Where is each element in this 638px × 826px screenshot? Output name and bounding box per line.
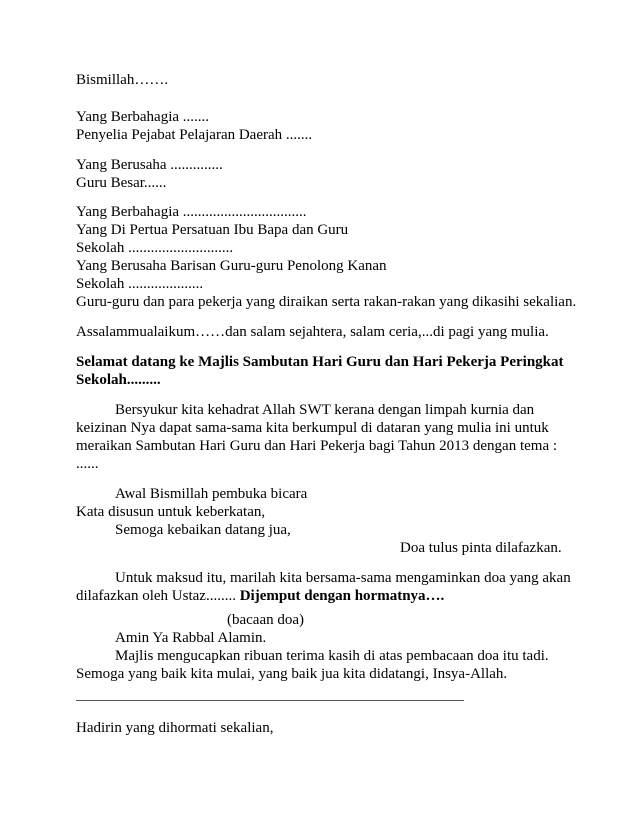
paragraph-line: ...... xyxy=(76,456,99,472)
paragraph-line: Bersyukur kita kehadrat Allah SWT kerana dengan limpah kurnia dan xyxy=(115,402,535,418)
salutation-line: Yang Berbahagia ................................. xyxy=(76,204,307,220)
invite-text: Dijemput dengan hormatnya…. xyxy=(239,588,445,604)
salutation-line: Guru Besar...... xyxy=(76,175,167,191)
welcome-heading: Selamat datang ke Majlis Sambutan Hari Guru dan Hari Pekerja Peringkat xyxy=(76,354,564,370)
salutation-line: Sekolah .................... xyxy=(76,276,204,292)
salutation-line: Yang Di Pertua Persatuan Ibu Bapa dan Guru xyxy=(76,222,349,238)
paragraph-line: meraikan Sambutan Hari Guru dan Hari Pekerja bagi Tahun 2013 dengan tema : xyxy=(76,438,558,454)
amin-line: Amin Ya Rabbal Alamin. xyxy=(115,630,267,646)
opening-line: Bismillah……. xyxy=(76,72,169,88)
salutation-line: Yang Berusaha .............. xyxy=(76,157,223,173)
poem-line: Doa tulus pinta dilafazkan. xyxy=(400,540,562,556)
salutation-line: Guru-guru dan para pekerja yang diraikan serta rakan-rakan yang dikasihi sekalian. xyxy=(76,294,577,310)
welcome-heading: Sekolah......... xyxy=(76,372,161,388)
poem-line: Awal Bismillah pembuka bicara xyxy=(115,486,308,502)
salutation-line: Sekolah ............................ xyxy=(76,240,234,256)
paragraph-line: Semoga yang baik kita mulai, yang baik jua kita didatangi, Insya-Allah. xyxy=(76,666,508,682)
salutation-line: Yang Berusaha Barisan Guru-guru Penolong Kanan xyxy=(76,258,387,274)
paragraph-line: keizinan Nya dapat sama-sama kita berkumpul di dataran yang mulia ini untuk xyxy=(76,420,549,436)
salutation-line: Penyelia Pejabat Pelajaran Daerah ....... xyxy=(76,127,313,143)
poem-line: Semoga kebaikan datang jua, xyxy=(115,522,291,538)
closing-line: Hadirin yang dihormati sekalian, xyxy=(76,720,274,736)
prayer-note: (bacaan doa) xyxy=(227,612,305,628)
paragraph-text: dilafazkan oleh Ustaz........ xyxy=(76,588,236,604)
paragraph-line: Untuk maksud itu, marilah kita bersama-sama mengaminkan doa yang akan xyxy=(115,570,571,586)
paragraph-line xyxy=(76,587,444,605)
divider xyxy=(76,700,464,701)
salutation-line: Yang Berbahagia ....... xyxy=(76,109,210,125)
poem-line: Kata disusun untuk keberkatan, xyxy=(76,504,266,520)
paragraph-line: Majlis mengucapkan ribuan terima kasih di atas pembacaan doa itu tadi. xyxy=(115,648,549,664)
greeting-line: Assalammualaikum……dan salam sejahtera, salam ceria,...di pagi yang mulia. xyxy=(76,324,549,340)
